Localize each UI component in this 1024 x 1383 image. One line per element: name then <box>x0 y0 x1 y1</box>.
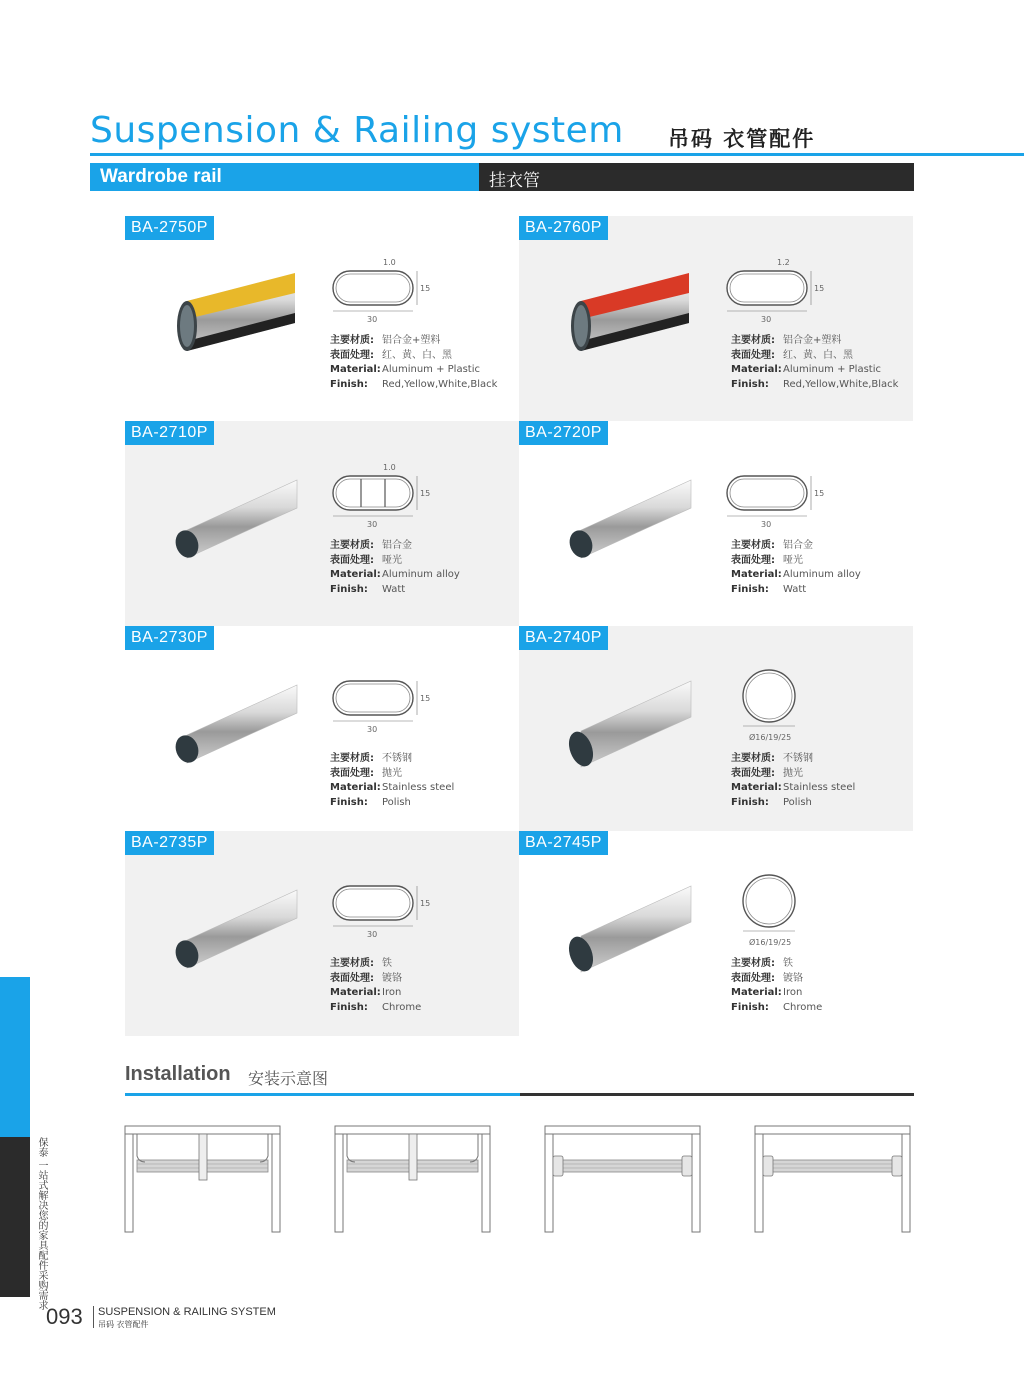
product-dimension-drawing <box>325 651 435 751</box>
spec-value: 镀铬 <box>783 972 803 984</box>
spec-value: 哑光 <box>783 554 803 566</box>
product-card <box>519 831 913 1036</box>
spec-value: 铝合金 <box>382 540 412 551</box>
product-dimension-drawing <box>325 241 435 341</box>
spec-value: 铝合金 <box>783 540 813 551</box>
spec-value: Polish <box>783 796 812 808</box>
spec-row <box>731 972 822 987</box>
spec-row <box>731 334 898 349</box>
dimension-thickness: 1.2 <box>777 258 790 267</box>
spec-row <box>731 752 855 767</box>
spec-value: Iron <box>382 987 402 999</box>
product-code: BA-2710P <box>125 421 214 445</box>
dimension-height: 15 <box>420 899 431 908</box>
spec-value: 哑光 <box>382 554 402 566</box>
product-pipe-image <box>167 876 307 996</box>
spec-key: 表面处理: <box>731 349 775 361</box>
spec-key: 主要材质: <box>330 958 374 969</box>
section-title-cn: 挂衣管 <box>489 171 540 191</box>
spec-key: 主要材质: <box>330 540 374 551</box>
spec-value: Aluminum + Plastic <box>382 364 480 376</box>
product-pipe-image <box>167 466 307 586</box>
spec-key: 表面处理: <box>330 767 374 779</box>
spec-value: Aluminum alloy <box>382 569 460 581</box>
product-dimension-drawing <box>325 446 435 546</box>
spec-value: 铁 <box>783 958 793 969</box>
product-specs <box>731 752 855 810</box>
spec-key: Material: <box>731 569 782 581</box>
spec-key: Material: <box>330 364 381 376</box>
dimension-width: 30 <box>761 315 772 324</box>
spec-key: Finish: <box>731 583 769 595</box>
installation-title-cn: 安装示意图 <box>248 1069 329 1088</box>
section-title: Wardrobe rail <box>100 166 222 187</box>
product-card <box>125 626 519 831</box>
spec-key: Finish: <box>731 796 769 808</box>
spec-row <box>731 781 855 796</box>
spec-row <box>731 554 861 569</box>
dimension-thickness: 1.0 <box>383 258 396 267</box>
spec-key: 主要材质: <box>731 335 775 346</box>
product-pipe-image <box>561 876 701 996</box>
spec-value: Watt <box>783 583 807 595</box>
spec-row <box>330 1001 421 1016</box>
spec-key: 主要材质: <box>731 753 775 764</box>
spec-value: Stainless steel <box>783 782 856 794</box>
spec-value: 抛光 <box>382 767 402 779</box>
footer-title: SUSPENSION & RAILING SYSTEM <box>98 1306 276 1318</box>
spec-value: Aluminum + Plastic <box>783 364 881 376</box>
spec-key: Finish: <box>330 796 368 808</box>
spec-value: Chrome <box>382 1001 422 1013</box>
spec-value: Red,Yellow,White,Black <box>382 378 498 390</box>
product-code: BA-2745P <box>519 831 608 855</box>
spec-value: 铁 <box>382 958 392 969</box>
spec-row <box>731 796 855 811</box>
spec-row <box>330 986 421 1001</box>
product-pipe-image <box>561 671 701 791</box>
product-card <box>519 626 913 831</box>
product-code: BA-2740P <box>519 626 608 650</box>
spec-value: 不锈钢 <box>783 753 813 764</box>
product-code: BA-2730P <box>125 626 214 650</box>
spec-value: Iron <box>783 987 803 999</box>
page-number: 093 <box>46 1304 83 1329</box>
product-specs <box>731 539 861 597</box>
spec-key: Finish: <box>731 1001 769 1013</box>
spec-value: Watt <box>382 583 406 595</box>
spec-key: 表面处理: <box>330 349 374 361</box>
product-dimension-drawing <box>719 241 829 341</box>
dimension-width: 30 <box>367 315 378 324</box>
spec-key: Material: <box>731 987 782 999</box>
product-specs <box>330 539 460 597</box>
product-card <box>125 216 519 421</box>
spec-row <box>330 767 454 782</box>
product-card <box>125 421 519 626</box>
sidebar-tab-dark <box>0 1137 30 1297</box>
installation-diagram <box>125 1126 280 1232</box>
spec-row <box>330 363 497 378</box>
spec-row <box>330 378 497 393</box>
spec-row <box>330 957 421 972</box>
spec-row <box>731 363 898 378</box>
dimension-height: 15 <box>814 284 825 293</box>
title-divider <box>90 153 1024 156</box>
dimension-width: 30 <box>367 930 378 939</box>
product-code: BA-2735P <box>125 831 214 855</box>
spec-key: Finish: <box>330 1001 368 1013</box>
spec-value: 铝合金+塑料 <box>783 335 842 346</box>
spec-value: Stainless steel <box>382 782 455 794</box>
spec-row <box>731 378 898 393</box>
installation-diagrams <box>120 1120 920 1240</box>
spec-row <box>330 539 460 554</box>
spec-value: Polish <box>382 796 411 808</box>
spec-row <box>330 583 460 598</box>
installation-divider <box>125 1093 520 1096</box>
product-pipe-image <box>167 261 307 381</box>
dimension-height: 15 <box>420 489 431 498</box>
spec-value: Chrome <box>783 1001 823 1013</box>
spec-key: Material: <box>330 987 381 999</box>
dimension-thickness: 1.0 <box>383 463 396 472</box>
product-dimension-drawing <box>719 651 829 751</box>
spec-value: 镀铬 <box>382 972 402 984</box>
dimension-height: 15 <box>420 284 431 293</box>
footer-title-cn: 吊码 衣管配件 <box>98 1320 149 1329</box>
product-code: BA-2720P <box>519 421 608 445</box>
product-pipe-image <box>561 261 701 381</box>
installation-diagram <box>755 1126 910 1232</box>
spec-key: 表面处理: <box>330 972 374 984</box>
product-dimension-drawing <box>719 856 829 956</box>
product-specs <box>731 957 822 1015</box>
spec-key: 表面处理: <box>330 554 374 566</box>
dimension-diameter: Ø16/19/25 <box>749 733 792 742</box>
product-specs <box>330 752 454 810</box>
dimension-height: 15 <box>814 489 825 498</box>
spec-value: 不锈钢 <box>382 753 412 764</box>
spec-key: Material: <box>731 782 782 794</box>
spec-key: 主要材质: <box>330 335 374 346</box>
page-title: Suspension & Railing system <box>90 110 624 151</box>
product-dimension-drawing <box>325 856 435 956</box>
page-title-cn: 吊码 衣管配件 <box>668 127 816 151</box>
product-card <box>519 421 913 626</box>
spec-key: 主要材质: <box>330 753 374 764</box>
section-band-dark <box>479 163 914 191</box>
spec-key: Material: <box>330 782 381 794</box>
spec-key: 主要材质: <box>731 540 775 551</box>
spec-row <box>731 568 861 583</box>
spec-value: 红、黄、白、黑 <box>382 349 452 361</box>
spec-row <box>330 972 421 987</box>
spec-row <box>731 1001 822 1016</box>
spec-row <box>330 796 454 811</box>
dimension-width: 30 <box>367 725 378 734</box>
product-card <box>125 831 519 1036</box>
product-card <box>519 216 913 421</box>
footer-divider <box>93 1306 94 1328</box>
spec-row <box>330 349 497 364</box>
product-code: BA-2760P <box>519 216 608 240</box>
spec-value: Red,Yellow,White,Black <box>783 378 899 390</box>
spec-key: 表面处理: <box>731 972 775 984</box>
spec-key: 主要材质: <box>731 958 775 969</box>
dimension-width: 30 <box>761 520 772 529</box>
spec-value: 红、黄、白、黑 <box>783 349 853 361</box>
spec-row <box>731 957 822 972</box>
spec-row <box>731 986 822 1001</box>
spec-value: 铝合金+塑料 <box>382 335 441 346</box>
product-dimension-drawing <box>719 446 829 546</box>
spec-row <box>330 568 460 583</box>
spec-key: 表面处理: <box>731 554 775 566</box>
product-pipe-image <box>561 466 701 586</box>
spec-key: Material: <box>330 569 381 581</box>
spec-row <box>330 334 497 349</box>
spec-row <box>330 781 454 796</box>
spec-key: Finish: <box>330 583 368 595</box>
product-code: BA-2750P <box>125 216 214 240</box>
spec-row <box>731 583 861 598</box>
spec-value: Aluminum alloy <box>783 569 861 581</box>
spec-key: Finish: <box>731 378 769 390</box>
dimension-height: 15 <box>420 694 431 703</box>
dimension-width: 30 <box>367 520 378 529</box>
installation-title: Installation <box>125 1063 231 1085</box>
spec-row <box>330 554 460 569</box>
spec-row <box>731 349 898 364</box>
product-specs <box>330 957 421 1015</box>
spec-key: Material: <box>731 364 782 376</box>
spec-key: 表面处理: <box>731 767 775 779</box>
sidebar-slogan: 保泰 一站式解决您的家具配件采购需求 <box>36 1137 47 1311</box>
installation-diagram <box>335 1126 490 1232</box>
sidebar-tab-blue <box>0 977 30 1137</box>
product-pipe-image <box>167 671 307 791</box>
spec-key: Finish: <box>330 378 368 390</box>
product-specs <box>731 334 898 392</box>
installation-diagram <box>545 1126 700 1232</box>
spec-value: 抛光 <box>783 767 803 779</box>
installation-divider-dark <box>520 1093 914 1096</box>
spec-row <box>330 752 454 767</box>
spec-row <box>731 767 855 782</box>
product-specs <box>330 334 497 392</box>
dimension-diameter: Ø16/19/25 <box>749 938 792 947</box>
spec-row <box>731 539 861 554</box>
